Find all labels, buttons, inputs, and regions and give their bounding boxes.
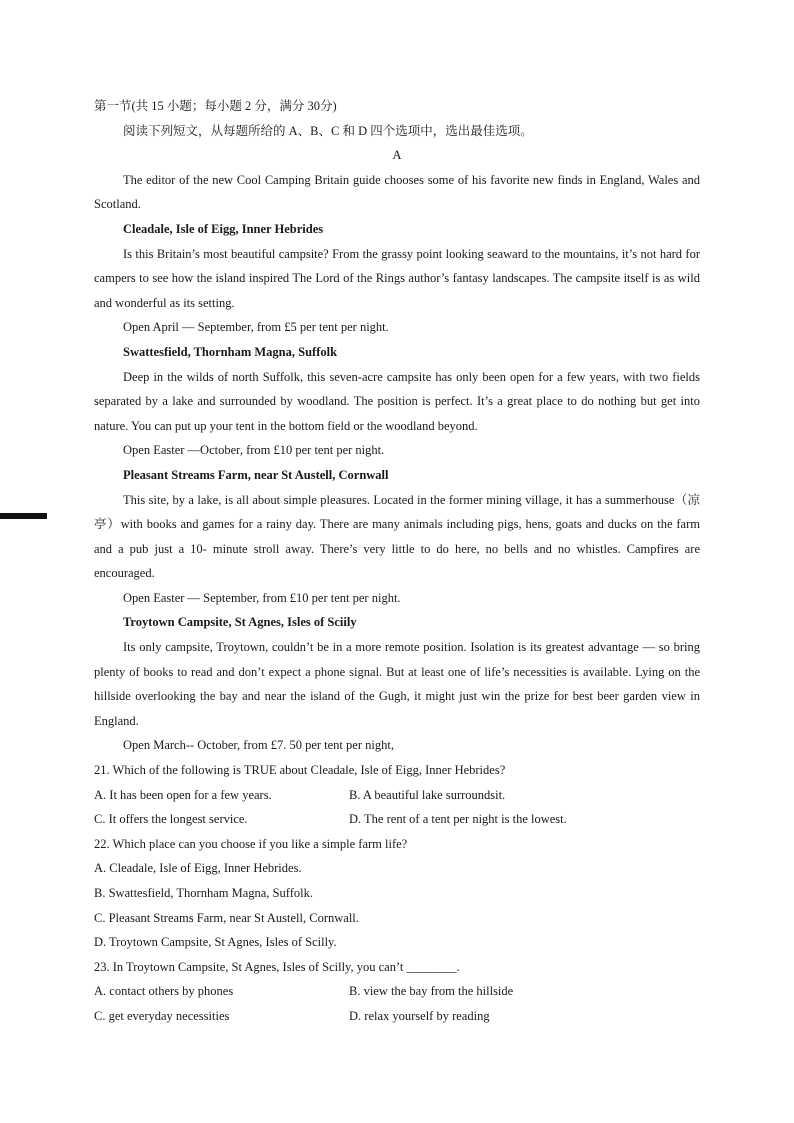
option-a[interactable]: A. contact others by phones bbox=[94, 984, 234, 999]
exam-page bbox=[94, 94, 700, 1029]
site-pleasant-streams bbox=[94, 463, 700, 611]
site-name: Pleasant Streams Farm, near St Austell, Cornwall bbox=[123, 467, 389, 482]
question-stem: 22. Which place can you choose if you like a simple farm life? bbox=[94, 836, 408, 851]
question-21 bbox=[94, 758, 700, 832]
option-b[interactable]: B. view the bay from the hillside bbox=[349, 984, 514, 999]
option-row bbox=[94, 979, 700, 1004]
question-23 bbox=[94, 955, 700, 1029]
option-d[interactable]: D. Troytown Campsite, St Agnes, Isles of Scilly. bbox=[94, 935, 337, 950]
site-open-info: Open Easter —October, from £10 per tent per night. bbox=[123, 443, 385, 458]
site-open-info: Open Easter — September, from £10 per tent per night. bbox=[123, 590, 401, 605]
option-c[interactable]: C. get everyday necessities bbox=[94, 1008, 230, 1023]
site-name: Troytown Campsite, St Agnes, Isles of Sciily bbox=[123, 615, 357, 630]
option-row bbox=[94, 1004, 700, 1029]
site-swattesfield bbox=[94, 340, 700, 463]
site-name: Swattesfield, Thornham Magna, Suffolk bbox=[123, 344, 338, 359]
question-stem: 23. In Troytown Campsite, St Agnes, Isles of Scilly, you can’t ________. bbox=[94, 959, 460, 974]
option-row bbox=[94, 783, 700, 808]
page-edge-mark bbox=[0, 513, 47, 519]
question-stem: 21. Which of the following is TRUE about Cleadale, Isle of Eigg, Inner Hebrides? bbox=[94, 763, 506, 778]
option-b[interactable]: B. Swattesfield, Thornham Magna, Suffolk. bbox=[94, 886, 313, 900]
site-description: Its only campsite, Troytown, couldn’t be in a more remote position. Isolation is its greatest advantage — so bring plenty of books to read and don’t expect a phone signal. But at least one of life’s necessities is available. Lying on the hillside overlooking the bay and near the island of the Gugh, it might just win the prize for best beer garden view in England. bbox=[94, 640, 700, 728]
section-header: 第一节(共 15 小题；每小题 2 分，满分 30分) bbox=[94, 99, 337, 113]
site-cleadale bbox=[94, 217, 700, 340]
site-name: Cleadale, Isle of Eigg, Inner Hebrides bbox=[123, 221, 324, 236]
option-d[interactable]: D. relax yourself by reading bbox=[349, 1008, 490, 1023]
site-troytown bbox=[94, 610, 700, 758]
section-instruction: 阅读下列短文，从每题所给的 A、B、C 和 D 四个选项中，选出最佳选项。 bbox=[123, 123, 533, 138]
site-description: This site, by a lake, is all about simple pleasures. Located in the former mining village, it has a summerhouse（凉亭）with books and games for a rainy day. There are many animals including pigs, hens, goats and ducks on the farm and a pub just a 10- minute stroll away. There’s very little to do here, no bells and no whistles. Campfires are encouraged. bbox=[94, 492, 700, 581]
option-c[interactable]: C. It offers the longest service. bbox=[94, 812, 248, 827]
site-description: Deep in the wilds of north Suffolk, this seven-acre campsite has only been open for a few years, with two fields separated by a lake and surrounded by woodland. The position is perfect. It’s a great place to do nothing but get into nature. You can put up your tent in the bottom field or the woodland beyond. bbox=[94, 369, 700, 433]
option-d[interactable]: D. The rent of a tent per night is the lowest. bbox=[349, 812, 567, 827]
option-b[interactable]: B. A beautiful lake surroundsit. bbox=[349, 787, 506, 802]
passage-letter: A bbox=[392, 148, 402, 163]
question-22 bbox=[94, 832, 700, 955]
option-a[interactable]: A. It has been open for a few years. bbox=[94, 787, 272, 802]
option-c[interactable]: C. Pleasant Streams Farm, near St Austell, Cornwall. bbox=[94, 910, 359, 925]
site-open-info: Open March-- October, from £7. 50 per tent per night, bbox=[123, 738, 394, 753]
site-open-info: Open April — September, from £5 per tent per night. bbox=[123, 320, 389, 335]
site-description: Is this Britain’s most beautiful campsite? From the grassy point looking seaward to the mountains, it’s not hard for campers to see how the island inspired The Lord of the Rings author’s fantasy landscapes. The campsite itself is as wild and wonderful as its setting. bbox=[94, 246, 700, 310]
option-a[interactable]: A. Cleadale, Isle of Eigg, Inner Hebrides. bbox=[94, 861, 302, 876]
option-row bbox=[94, 807, 700, 832]
passage-intro: The editor of the new Cool Camping Britain guide chooses some of his favorite new finds in England, Wales and Scotland. bbox=[94, 172, 700, 212]
